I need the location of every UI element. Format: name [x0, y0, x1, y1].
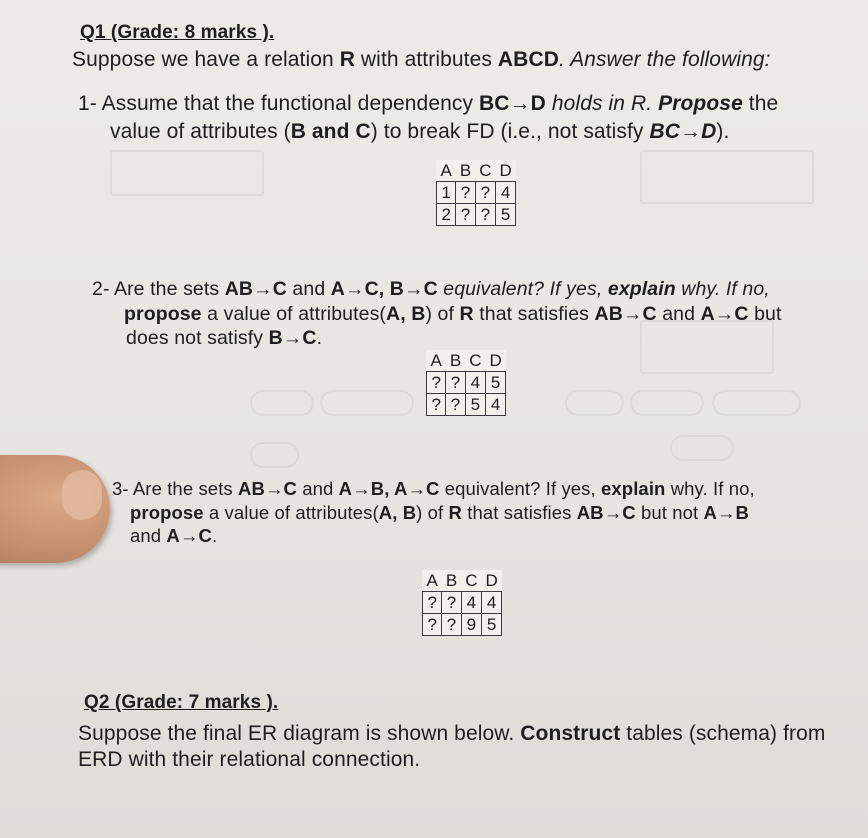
q1-heading: Q1 (Grade: 8 marks ). [80, 22, 275, 43]
bleed-through-box [110, 150, 264, 196]
part3-line2: propose a value of attributes(A, B) of R that satisfies AB→C but not A→B [130, 502, 749, 523]
table-header: B [446, 350, 465, 372]
table-header: C [475, 160, 495, 182]
part1-line1: 1- Assume that the functional dependency BC→D holds in R. Propose the [78, 92, 779, 115]
bleed-through-box [640, 320, 774, 374]
q1-intro: Suppose we have a relation R with attributes ABCD. Answer the following: [72, 48, 771, 71]
table-row: 2 ? ? 5 [437, 204, 516, 226]
part2-line3: does not satisfy B→C. [126, 327, 323, 349]
bleed-through-oval [565, 390, 624, 416]
q2-line1: Suppose the final ER diagram is shown below. Construct tables (schema) from [78, 722, 826, 745]
table-header: B [442, 570, 461, 592]
table-header: A [423, 570, 442, 592]
bleed-through-oval [250, 442, 299, 468]
part1-line2: value of attributes (B and C) to break FD (i.e., not satisfy BC→D). [110, 120, 730, 143]
q2-heading: Q2 (Grade: 7 marks ). [84, 692, 279, 713]
table-row: 1 ? ? 4 [437, 182, 516, 204]
part3-table [422, 570, 502, 636]
thumbnail-nail [62, 470, 102, 520]
part3-line3: and A→C. [130, 525, 218, 546]
table-header: B [456, 160, 475, 182]
table-header: A [427, 350, 446, 372]
bleed-through-oval [630, 390, 704, 416]
part2-table [426, 350, 506, 416]
part1-table [436, 160, 516, 226]
table-header: C [465, 350, 485, 372]
table-row: ? ? 4 5 [427, 372, 506, 394]
bleed-through-oval [250, 390, 314, 416]
table-header: D [485, 350, 505, 372]
table-header: D [481, 570, 501, 592]
table-header: A [437, 160, 456, 182]
part2-line1: 2- Are the sets AB→C and A→C, B→C equivalent? If yes, explain why. If no, [92, 278, 770, 300]
bleed-through-oval [670, 435, 734, 461]
part2-line2: propose a value of attributes(A, B) of R that satisfies AB→C and A→C but [124, 303, 782, 325]
bleed-through-box [640, 150, 814, 204]
bleed-through-oval [320, 390, 414, 416]
table-row: ? ? 5 4 [427, 394, 506, 416]
table-header: D [495, 160, 515, 182]
q2-line2: ERD with their relational connection. [78, 748, 421, 771]
part3-line1: 3- Are the sets AB→C and A→B, A→C equivalent? If yes, explain why. If no, [112, 478, 755, 499]
table-row: ? ? 9 5 [423, 614, 502, 636]
table-header: C [461, 570, 481, 592]
table-row: ? ? 4 4 [423, 592, 502, 614]
bleed-through-oval [712, 390, 801, 416]
